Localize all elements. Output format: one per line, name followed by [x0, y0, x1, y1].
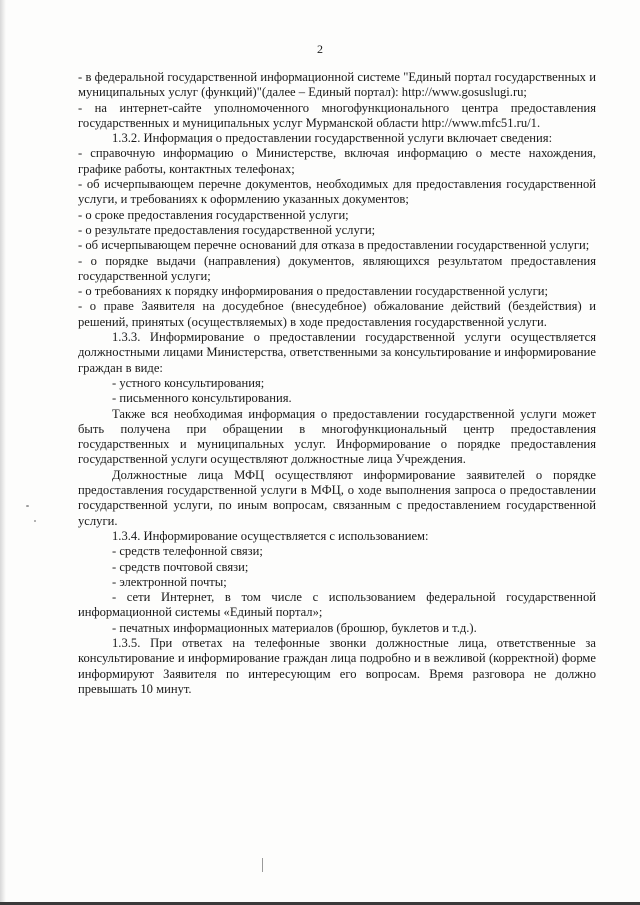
- paragraph: - об исчерпывающем перечне оснований для отказа в предоставлении государственной услуги;: [78, 238, 590, 253]
- paragraph: - о порядке выдачи (направления) документов, являющихся результатом предоставления государственной услуги;: [78, 253, 596, 283]
- paragraph: - на интернет-сайте уполномоченного многофункционального центра предоставления государственных и муниципальных услуг Мурманской области http://www.mfc51.ru/1.: [78, 100, 596, 130]
- paragraph: 1.3.5. При ответах на телефонные звонки должностные лица, ответственные за консультирование и информирование граждан лица подробно и в вежливой (корректной) форме информируют Заявителя по интересующим его вопросам. Время разговора не должно превышать 10 минут.: [78, 635, 596, 696]
- document-body: [78, 70, 596, 697]
- paragraph: - устного консультирования;: [112, 375, 265, 390]
- paragraph: - в федеральной государственной информационной системе "Единый портал государственных и муниципальных услуг (функций)"(далее – Единый портал): http://www.gosuslugi.ru;: [78, 70, 596, 100]
- paragraph: - о результате предоставления государственной услуги;: [78, 222, 376, 237]
- paragraph: - о сроке предоставления государственной услуги;: [78, 207, 349, 222]
- paragraph: Должностные лица МФЦ осуществляют информирование заявителей о порядке предоставления государственной услуги в МФЦ, о ходе выполнения запроса о предоставлении государственной услуги, по иным вопросам, связанным с предоставлением государственной услуги.: [78, 467, 596, 528]
- paragraph: - средств телефонной связи;: [112, 544, 263, 559]
- paragraph: - о праве Заявителя на досудебное (внесудебное) обжалование действий (бездействия) и решений, принятых (осуществляемых) в ходе предоставления государственной услуги.: [78, 299, 596, 329]
- paragraph: - средств почтовой связи;: [112, 559, 249, 574]
- scan-shadow-edge: [0, 0, 6, 905]
- paragraph: - справочную информацию о Министерстве, включая информацию о месте нахождения, графике работы, контактных телефонах;: [78, 146, 596, 176]
- paragraph: 1.3.2. Информация о предоставлении государственной услуги включает сведения:: [112, 131, 553, 146]
- paragraph: - о требованиях к порядку информирования о предоставлении государственной услуги;: [78, 284, 549, 299]
- scan-speck: [262, 858, 263, 872]
- paragraph: - об исчерпывающем перечне документов, необходимых для предоставления государственной услуги, и требованиях к оформлению указанных документов;: [78, 177, 596, 207]
- paragraph: 1.3.4. Информирование осуществляется с использованием:: [112, 528, 429, 543]
- scan-speck: [34, 520, 36, 522]
- paragraph: - письменного консультирования.: [112, 391, 292, 406]
- page-number: 2: [317, 42, 323, 56]
- paragraph: - электронной почты;: [112, 574, 227, 589]
- paragraph: - печатных информационных материалов (брошюр, буклетов и т.д.).: [112, 620, 477, 635]
- paragraph: Также вся необходимая информация о предоставлении государственной услуги может быть получена при обращении в многофункциональный центр предоставления государственных и муниципальных услуг. Информирование о порядке предоставления государственной услуги осуществляют должностные лица Учреждения.: [78, 406, 596, 467]
- scan-speck: [26, 505, 29, 507]
- paragraph: 1.3.3. Информирование о предоставлении государственной услуги осуществляется должностными лицами Министерства, ответственными за консультирование и информирование граждан в виде:: [78, 330, 596, 375]
- paragraph: - сети Интернет, в том числе с использованием федеральной государственной информационной системы «Единый портал»;: [78, 590, 596, 620]
